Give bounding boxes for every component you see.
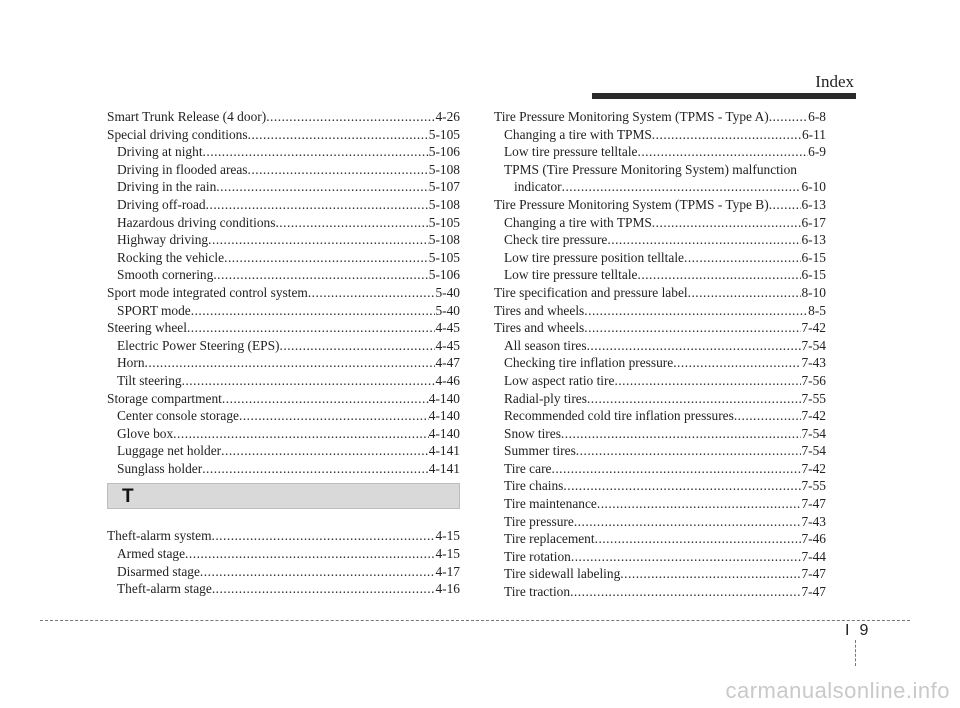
index-entry[interactable] xyxy=(107,372,460,390)
index-entry-label: Low tire pressure telltale xyxy=(504,144,638,160)
index-entry-label: Hazardous driving conditions xyxy=(117,214,276,230)
index-entry[interactable] xyxy=(494,266,826,284)
index-entry-label: Electric Power Steering (EPS) xyxy=(117,337,280,353)
index-entry-page: 8-5 xyxy=(808,302,826,318)
index-entry[interactable] xyxy=(494,354,826,372)
index-entry-page: 6-15 xyxy=(801,249,826,265)
index-entry-label: Luggage net holder xyxy=(117,443,222,459)
dot-leader xyxy=(200,563,436,581)
section-letter: T xyxy=(122,485,134,507)
index-entry-page: 5-108 xyxy=(428,232,460,248)
index-entry-page: 7-42 xyxy=(801,408,826,424)
index-entry[interactable] xyxy=(107,580,460,598)
index-entry[interactable] xyxy=(494,126,826,144)
index-entry-page: 4-15 xyxy=(435,546,460,562)
index-entry-label: Snow tires xyxy=(504,425,561,441)
index-entry[interactable] xyxy=(494,548,826,566)
index-entry[interactable] xyxy=(107,563,460,581)
index-entry-page: 7-54 xyxy=(801,337,826,353)
index-entry-page: 6-11 xyxy=(801,126,826,142)
index-entry[interactable] xyxy=(107,354,460,372)
index-entry-page: 7-56 xyxy=(801,372,826,388)
index-entry[interactable] xyxy=(107,161,460,179)
index-entry-label: Tire specification and pressure label xyxy=(494,284,688,300)
index-entry[interactable] xyxy=(494,337,826,355)
index-entry-page: 6-17 xyxy=(801,214,826,230)
dot-leader xyxy=(688,284,802,302)
dot-leader xyxy=(213,266,428,284)
index-entry-label: Driving in the rain xyxy=(117,179,217,195)
index-entry-page: 7-42 xyxy=(801,460,826,476)
index-entry[interactable] xyxy=(107,407,460,425)
dot-leader xyxy=(684,249,801,267)
dot-leader xyxy=(145,354,436,372)
index-entry[interactable] xyxy=(107,108,460,126)
dot-leader xyxy=(563,477,801,495)
dot-leader xyxy=(587,337,802,355)
index-entry-label: Tire pressure xyxy=(504,513,574,529)
index-entry-label: Rocking the vehicle xyxy=(117,249,225,265)
dot-leader xyxy=(206,196,429,214)
index-entry[interactable] xyxy=(107,527,460,545)
index-entry-page: 7-43 xyxy=(801,355,826,371)
index-entry-label: All season tires xyxy=(504,337,587,353)
dot-leader xyxy=(614,372,801,390)
dot-leader xyxy=(571,548,802,566)
index-entry[interactable] xyxy=(107,284,460,302)
dot-leader xyxy=(584,302,808,320)
index-entry-label: Tilt steering xyxy=(117,372,182,388)
index-entry-label: Steering wheel xyxy=(107,320,187,336)
index-entry-label: Driving off-road xyxy=(117,196,206,212)
index-entry[interactable] xyxy=(494,390,826,408)
index-entry[interactable] xyxy=(494,565,826,583)
index-entry-page: 6-15 xyxy=(801,267,826,283)
dot-leader xyxy=(576,442,802,460)
index-entry-page: 5-105 xyxy=(428,249,460,265)
dot-leader xyxy=(652,214,802,232)
index-list-tires xyxy=(494,108,826,601)
index-list-s xyxy=(107,108,460,477)
dot-leader xyxy=(248,126,429,144)
dot-leader xyxy=(562,178,802,196)
index-entry[interactable] xyxy=(494,425,826,443)
index-entry-label: Horn xyxy=(117,355,145,371)
dot-leader xyxy=(211,527,435,545)
index-entry-page: 7-54 xyxy=(801,443,826,459)
index-entry-page: 8-10 xyxy=(801,284,826,300)
page-number xyxy=(845,622,868,640)
dot-leader xyxy=(652,126,802,144)
index-entry-label: Driving at night xyxy=(117,144,203,160)
index-entry-page: 4-46 xyxy=(435,372,460,388)
index-entry-label: Low tire pressure position telltale xyxy=(504,249,684,265)
index-entry-page: 7-43 xyxy=(801,513,826,529)
index-entry[interactable] xyxy=(494,583,826,601)
dot-leader xyxy=(202,460,429,478)
index-entry-page: 4-15 xyxy=(435,528,460,544)
dot-leader xyxy=(212,580,436,598)
index-entry-label: Tire maintenance xyxy=(504,496,597,512)
dot-leader xyxy=(595,530,802,548)
dot-leader xyxy=(208,231,429,249)
index-entry[interactable] xyxy=(494,178,826,196)
index-list-t xyxy=(107,527,460,597)
dot-leader xyxy=(275,214,428,232)
index-entry-page: 4-16 xyxy=(435,581,460,597)
index-entry[interactable] xyxy=(494,530,826,548)
index-entry-label: Checking tire inflation pressure xyxy=(504,355,674,371)
header-rule xyxy=(592,93,856,99)
index-entry-label: TPMS (Tire Pressure Monitoring System) malfunction xyxy=(504,161,797,177)
dot-leader xyxy=(222,390,429,408)
index-entry[interactable] xyxy=(107,302,460,320)
index-column-left xyxy=(107,108,460,598)
index-entry[interactable] xyxy=(107,460,460,478)
index-entry[interactable] xyxy=(494,214,826,232)
index-entry[interactable] xyxy=(107,545,460,563)
index-entry[interactable] xyxy=(494,231,826,249)
index-entry-label: Tires and wheels xyxy=(494,320,585,336)
index-entry-page: 4-140 xyxy=(428,408,460,424)
index-entry-label: Tire sidewall labeling xyxy=(504,566,621,582)
dot-leader xyxy=(224,249,429,267)
section-header-t xyxy=(107,483,460,509)
dot-leader xyxy=(191,302,436,320)
index-entry-page: 4-45 xyxy=(435,337,460,353)
dot-leader xyxy=(637,143,808,161)
index-entry-page: 7-55 xyxy=(801,390,826,406)
index-entry-page: 6-9 xyxy=(808,144,826,160)
index-entry-label: Smooth cornering xyxy=(117,267,214,283)
index-entry-label: Sunglass holder xyxy=(117,460,203,476)
index-entry-page: 4-47 xyxy=(435,355,460,371)
index-entry-label: Glove box xyxy=(117,425,174,441)
dot-leader xyxy=(551,460,801,478)
index-entry-label: Armed stage xyxy=(117,546,186,562)
index-entry-page: 5-105 xyxy=(428,214,460,230)
index-entry-label: Special driving conditions xyxy=(107,126,248,142)
index-entry-label: Changing a tire with TPMS xyxy=(504,126,652,142)
index-entry-label: Theft-alarm stage xyxy=(117,581,212,597)
dot-leader xyxy=(734,407,802,425)
index-entry-page: 6-8 xyxy=(808,109,826,124)
index-entry-label: Check tire pressure xyxy=(504,232,608,248)
index-entry-label: Tire chains xyxy=(504,478,564,494)
index-entry-page: 6-10 xyxy=(801,179,826,195)
dot-leader xyxy=(620,565,801,583)
index-entry[interactable] xyxy=(107,178,460,196)
index-entry-label: Tire Pressure Monitoring System (TPMS - Type B) xyxy=(494,196,769,212)
index-entry[interactable] xyxy=(107,390,460,408)
index-entry[interactable] xyxy=(107,266,460,284)
dot-leader xyxy=(769,108,808,126)
index-entry-page: 6-13 xyxy=(801,232,826,248)
section-marker: I xyxy=(845,622,850,639)
index-entry[interactable] xyxy=(494,513,826,531)
index-entry[interactable] xyxy=(494,161,826,179)
index-entry[interactable] xyxy=(494,372,826,390)
index-entry-page: 5-107 xyxy=(428,179,460,195)
dot-leader xyxy=(570,583,801,601)
index-entry[interactable] xyxy=(494,319,826,337)
index-entry-page: 7-46 xyxy=(801,531,826,547)
index-entry-page: 5-105 xyxy=(428,126,460,142)
index-entry-label: Driving in flooded areas xyxy=(117,161,248,177)
page-title: Index xyxy=(815,72,854,91)
dot-leader xyxy=(280,337,436,355)
index-entry-label: Low tire pressure telltale xyxy=(504,267,638,283)
index-entry[interactable] xyxy=(494,442,826,460)
index-entry-label: Storage compartment xyxy=(107,390,222,406)
index-entry-label: Summer tires xyxy=(504,443,576,459)
index-entry-label: Tire rotation xyxy=(504,548,571,564)
index-entry[interactable] xyxy=(107,337,460,355)
index-entry-label: Center console storage xyxy=(117,408,239,424)
index-entry-label: Tire care xyxy=(504,460,552,476)
footer-vertical-divider xyxy=(855,640,856,666)
dot-leader xyxy=(248,161,429,179)
dot-leader xyxy=(673,354,801,372)
dot-leader xyxy=(308,284,436,302)
dot-leader xyxy=(561,425,802,443)
dot-leader xyxy=(584,319,801,337)
index-entry-page: 4-140 xyxy=(428,425,460,441)
index-entry[interactable] xyxy=(494,196,826,214)
index-entry[interactable] xyxy=(494,284,826,302)
index-entry[interactable] xyxy=(107,249,460,267)
dot-leader xyxy=(203,143,429,161)
index-entry-page: 5-40 xyxy=(435,302,460,318)
index-entry-page: 7-44 xyxy=(801,548,826,564)
dot-leader xyxy=(637,266,801,284)
index-entry-label: Tires and wheels xyxy=(494,302,585,318)
dot-leader xyxy=(574,513,802,531)
index-entry-page: 5-40 xyxy=(435,284,460,300)
index-entry-label: Sport mode integrated control system xyxy=(107,284,308,300)
dot-leader xyxy=(187,319,436,337)
index-entry[interactable] xyxy=(494,249,826,267)
index-entry[interactable] xyxy=(494,143,826,161)
dot-leader xyxy=(587,390,802,408)
index-entry[interactable] xyxy=(107,196,460,214)
index-entry[interactable] xyxy=(494,108,826,126)
dot-leader xyxy=(769,196,802,214)
index-entry-label: Smart Trunk Release (4 door) xyxy=(107,109,267,124)
index-entry[interactable] xyxy=(107,319,460,337)
index-entry[interactable] xyxy=(494,407,826,425)
index-entry[interactable] xyxy=(107,442,460,460)
index-entry-label: Disarmed stage xyxy=(117,563,200,579)
index-entry[interactable] xyxy=(107,143,460,161)
index-entry-page: 7-47 xyxy=(801,566,826,582)
index-entry-page: 4-141 xyxy=(428,443,460,459)
index-entry-page: 6-13 xyxy=(801,196,826,212)
index-entry-page: 4-45 xyxy=(435,320,460,336)
index-entry[interactable] xyxy=(107,126,460,144)
index-entry-page: 4-141 xyxy=(428,460,460,476)
index-entry-label: Tire traction xyxy=(504,584,571,600)
index-entry-label: Tire replacement xyxy=(504,531,595,547)
index-entry[interactable] xyxy=(107,425,460,443)
dot-leader xyxy=(216,178,428,196)
index-entry[interactable] xyxy=(107,214,460,232)
index-entry[interactable] xyxy=(494,302,826,320)
index-entry-page: 4-26 xyxy=(435,109,460,124)
dot-leader xyxy=(607,231,801,249)
index-entry[interactable] xyxy=(107,231,460,249)
index-entry[interactable] xyxy=(494,495,826,513)
index-entry-label: Recommended cold tire inflation pressures xyxy=(504,408,734,424)
index-entry-page: 7-47 xyxy=(801,496,826,512)
index-entry-label: Theft-alarm system xyxy=(107,528,212,544)
dot-leader xyxy=(239,407,429,425)
index-entry-page: 7-47 xyxy=(801,584,826,600)
index-entry-page: 7-42 xyxy=(801,320,826,336)
index-entry-label: Highway driving xyxy=(117,232,209,248)
footer-divider xyxy=(40,620,910,621)
index-entry-label: Radial-ply tires xyxy=(504,390,587,406)
index-entry-page: 4-17 xyxy=(435,563,460,579)
index-entry-page: 5-108 xyxy=(428,161,460,177)
index-entry-page: 7-54 xyxy=(801,425,826,441)
dot-leader xyxy=(185,545,435,563)
dot-leader xyxy=(182,372,436,390)
index-column-right xyxy=(494,108,826,601)
index-entry[interactable] xyxy=(494,477,826,495)
index-entry-label: Low aspect ratio tire xyxy=(504,372,615,388)
index-entry-page: 4-140 xyxy=(428,390,460,406)
index-entry[interactable] xyxy=(494,460,826,478)
index-entry-page: 5-106 xyxy=(428,267,460,283)
dot-leader xyxy=(221,442,429,460)
watermark-text: carmanualsonline.info xyxy=(725,678,950,703)
index-entry-label: SPORT mode xyxy=(117,302,191,318)
index-entry-page: 7-55 xyxy=(801,478,826,494)
index-entry-label: Tire Pressure Monitoring System (TPMS - Type A) xyxy=(494,109,769,124)
dot-leader xyxy=(597,495,802,513)
index-entry-label: indicator xyxy=(514,179,562,195)
dot-leader xyxy=(173,425,429,443)
dot-leader xyxy=(266,108,435,126)
page-number-value: 9 xyxy=(859,622,869,639)
index-entry-page: 5-108 xyxy=(428,196,460,212)
index-entry-label: Changing a tire with TPMS xyxy=(504,214,652,230)
index-entry-page: 5-106 xyxy=(428,144,460,160)
